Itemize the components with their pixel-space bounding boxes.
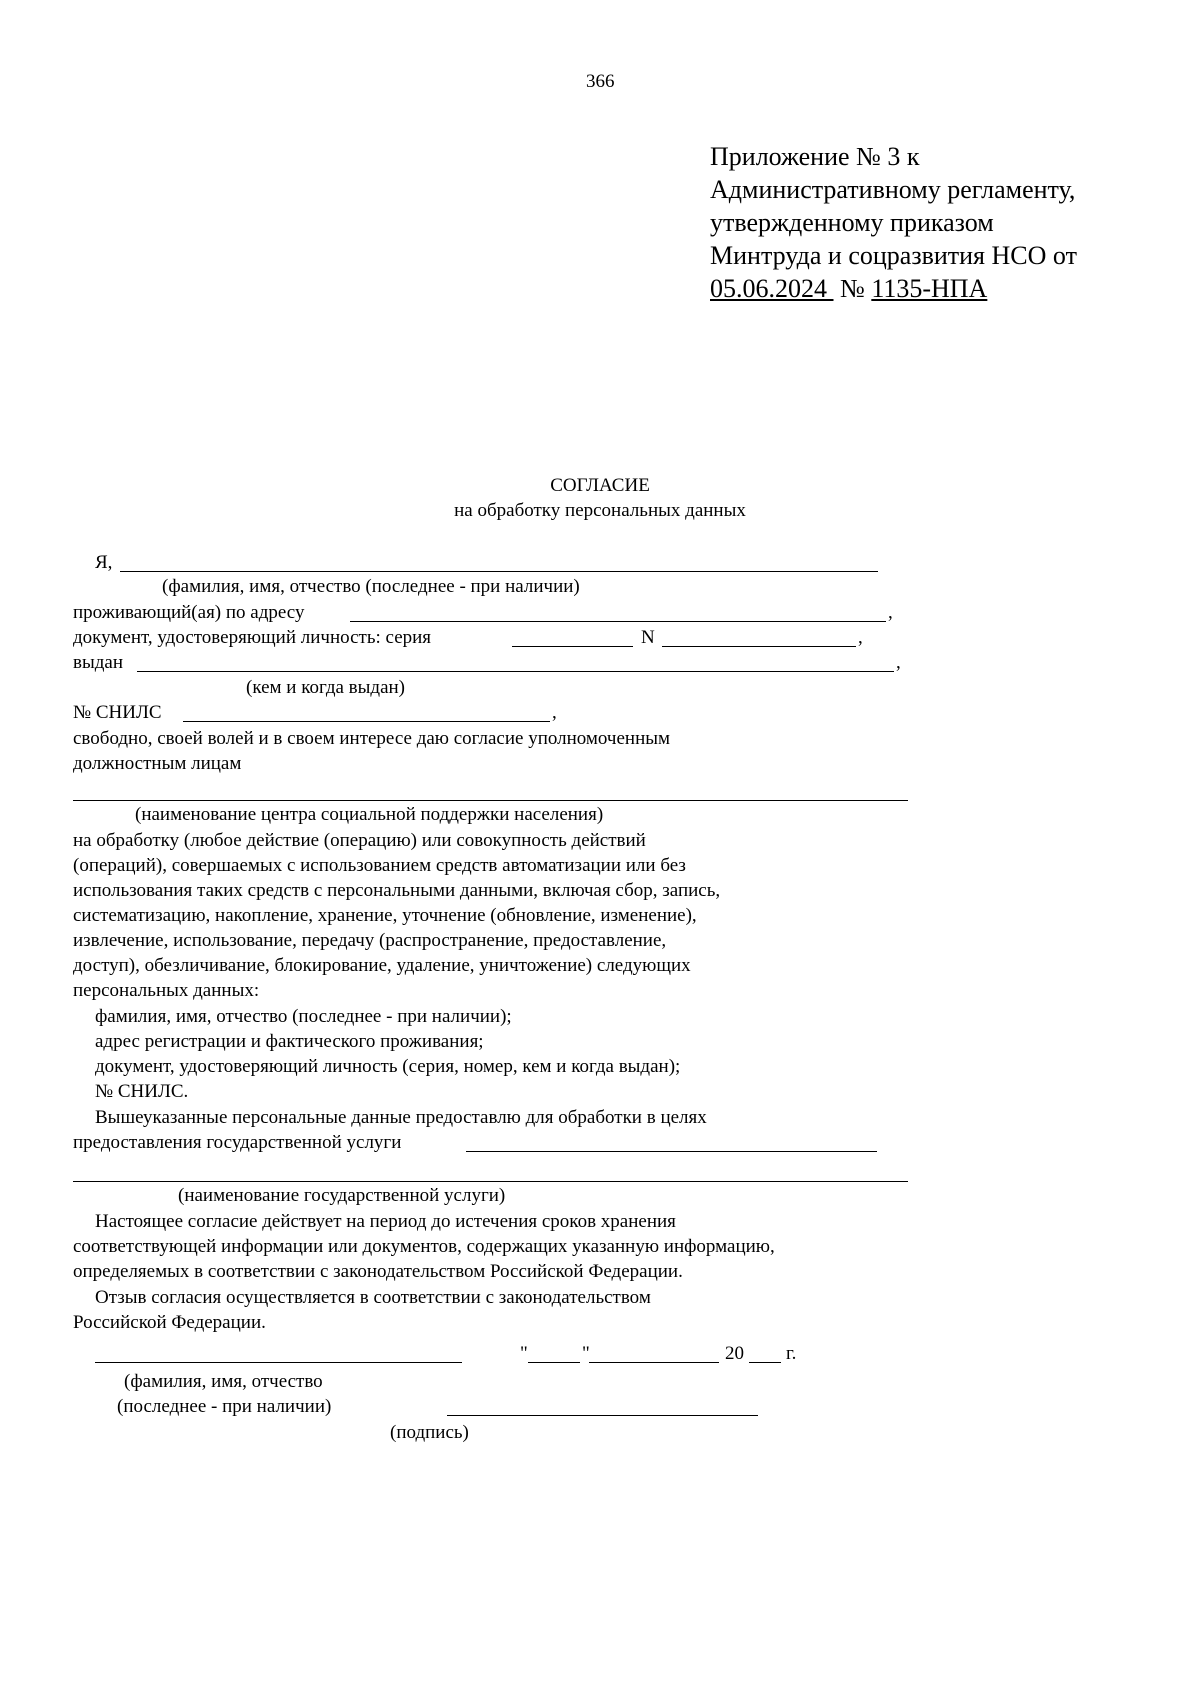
doc-label: документ, удостоверяющий личность: серия <box>73 627 432 648</box>
fio-caption: (фамилия, имя, отчество (последнее - при наличии) <box>162 576 580 597</box>
processing-line: систематизацию, накопление, хранение, уточнение (обновление, изменение), <box>73 905 697 926</box>
purpose-line-2: предоставления государственной услуги <box>73 1132 402 1153</box>
sign-fio-line[interactable] <box>95 1362 462 1363</box>
fio-line[interactable] <box>120 571 878 572</box>
issued-label: выдан <box>73 652 124 673</box>
address-label: проживающий(ая) по адресу <box>73 602 305 623</box>
sign-fio-caption-1: (фамилия, имя, отчество <box>124 1371 323 1392</box>
year-suffix: г. <box>786 1343 797 1364</box>
service-inline-line[interactable] <box>466 1151 877 1152</box>
revocation-line: Отзыв согласия осуществляется в соответствии с законодательством <box>95 1287 651 1308</box>
appendix-number: 1135-НПА <box>871 274 988 303</box>
document-title: СОГЛАСИЕ <box>550 475 650 496</box>
validity-line: Настоящее согласие действует на период до истечения сроков хранения <box>95 1211 676 1232</box>
month-line[interactable] <box>589 1362 719 1363</box>
address-line[interactable] <box>350 621 886 622</box>
appendix-line-3: утвержденному приказом <box>710 208 994 237</box>
day-line[interactable] <box>528 1362 580 1363</box>
appendix-line-1: Приложение № 3 к <box>710 142 920 171</box>
processing-line: на обработку (любое действие (операцию) или совокупность действий <box>73 830 646 851</box>
page-number: 366 <box>586 71 615 92</box>
appendix-date: 05.06.2024 <box>710 274 827 303</box>
list-item: № СНИЛС. <box>95 1081 189 1102</box>
validity-line: соответствующей информации или документов, содержащих указанную информацию, <box>73 1236 775 1257</box>
appendix-line-2: Административному регламенту, <box>710 175 1076 204</box>
processing-line: использования таких средств с персональными данными, включая сбор, запись, <box>73 880 721 901</box>
appendix-line-4: Минтруда и соцразвития НСО от <box>710 241 1077 270</box>
appendix-number-sign: № <box>840 274 865 303</box>
year-prefix: 20 <box>725 1343 744 1364</box>
doc-n-label: N <box>641 627 655 648</box>
center-name-line[interactable] <box>73 800 908 801</box>
list-item: документ, удостоверяющий личность (серия, номер, кем и когда выдан); <box>95 1056 681 1077</box>
list-item: фамилия, имя, отчество (последнее - при наличии); <box>95 1006 512 1027</box>
quote-close: " <box>582 1343 590 1364</box>
list-item: адрес регистрации и фактического проживания; <box>95 1031 484 1052</box>
year-line[interactable] <box>749 1362 781 1363</box>
processing-line: доступ), обезличивание, блокирование, удаление, уничтожение) следующих <box>73 955 691 976</box>
signature-line[interactable] <box>447 1415 758 1416</box>
appendix-date-line <box>710 274 987 304</box>
document-subtitle: на обработку персональных данных <box>454 500 746 521</box>
service-caption: (наименование государственной услуги) <box>178 1185 506 1206</box>
issued-line[interactable] <box>137 671 894 672</box>
signature-caption: (подпись) <box>390 1422 469 1443</box>
snils-line[interactable] <box>183 721 550 722</box>
revocation-line: Российской Федерации. <box>73 1312 266 1333</box>
i-label: Я, <box>95 552 113 573</box>
processing-line: извлечение, использование, передачу (распространение, предоставление, <box>73 930 667 951</box>
consent-line-1: свободно, своей волей и в своем интересе даю согласие уполномоченным <box>73 728 671 749</box>
processing-line: персональных данных: <box>73 980 260 1001</box>
sign-fio-caption-2: (последнее - при наличии) <box>117 1396 332 1417</box>
issued-caption: (кем и когда выдан) <box>246 677 406 698</box>
validity-line: определяемых в соответствии с законодательством Российской Федерации. <box>73 1261 683 1282</box>
doc-series-line[interactable] <box>512 646 633 647</box>
snils-label: № СНИЛС <box>73 702 162 723</box>
processing-line: (операций), совершаемых с использованием средств автоматизации или без <box>73 855 686 876</box>
quote-open: " <box>520 1343 528 1364</box>
center-caption: (наименование центра социальной поддержки населения) <box>135 804 604 825</box>
service-name-line[interactable] <box>73 1181 908 1182</box>
consent-line-2: должностным лицам <box>73 753 242 774</box>
purpose-line-1: Вышеуказанные персональные данные предоставлю для обработки в целях <box>95 1107 707 1128</box>
doc-number-line[interactable] <box>662 646 856 647</box>
